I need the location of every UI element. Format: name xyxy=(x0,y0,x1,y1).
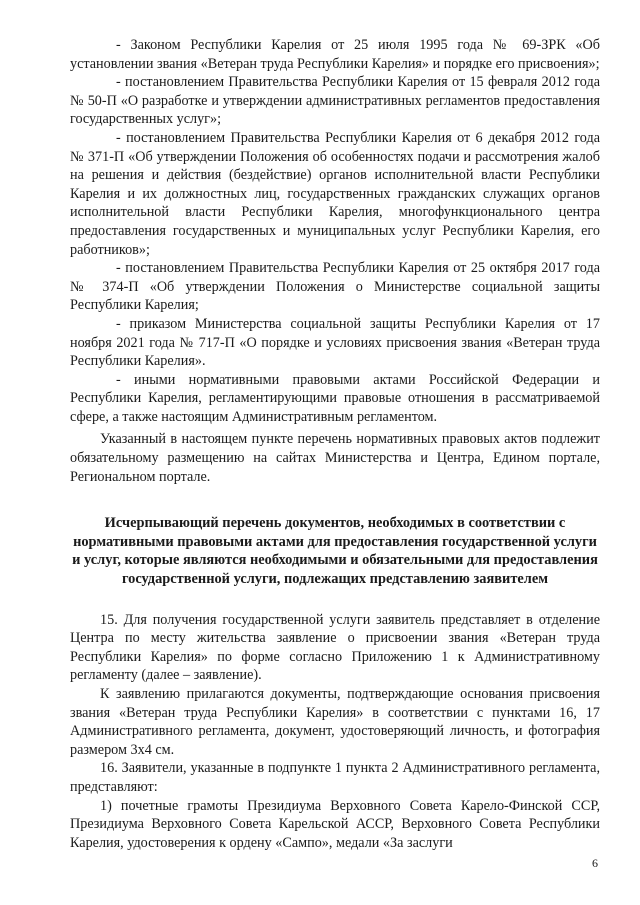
list-item-law-69-zrk: - Законом Республики Карелия от 25 июля 1995 года № 69-ЗРК «Об установлении звания «Ветеран труда Республики Карелия» и порядке его присвоения»; xyxy=(70,37,600,72)
list-item-resolution-50-p: - постановлением Правительства Республики Карелия от 15 февраля 2012 года № 50-П «О разработке и утверждении административных регламентов предоставления государственных услуг»; xyxy=(70,74,600,128)
section-heading: Исчерпывающий перечень документов, необходимых в соответствии с нормативными правовыми актами для предоставления государственной услуги и услуг, которые являются необходимыми и обязательными для предоставления государственной услуги, подлежащих представлению заявителем xyxy=(72,515,598,588)
paragraph-publication-note: Указанный в настоящем пункте перечень нормативных правовых актов подлежит обязательному размещению на сайтах Министерства и Центра, Едином портале, Региональном портале. xyxy=(70,431,600,485)
paragraph-item-15: 15. Для получения государственной услуги заявитель представляет в отделение Центра по месту жительства заявление о присвоении звания «Ветеран труда Республики Карелия» по форме согласно Приложению 1 к Административному регламенту (далее – заявление). xyxy=(70,611,600,684)
page-number: 6 xyxy=(592,856,598,870)
list-item-order-717-p: - приказом Министерства социальной защиты Республики Карелия от 17 ноября 2021 года № 717-П «О порядке и условиях присвоения звания «Ветеран труда Республики Карелия». xyxy=(70,315,600,370)
paragraph-item-16: 16. Заявители, указанные в подпункте 1 пункта 2 Административного регламента, представляют: xyxy=(70,760,600,795)
list-item-resolution-374-p: - постановлением Правительства Республики Карелия от 25 октября 2017 года № 374-П «Об утверждении Положения о Министерстве социальной защиты Республики Карелия; xyxy=(70,260,600,314)
list-item-resolution-371-p: - постановлением Правительства Республики Карелия от 6 декабря 2012 года № 371-П «Об утверждении Положения об особенностях подачи и рассмотрения жалоб на решения и действия (бездействие) органов исполнительной власти Республики Карелия и их должностных лиц, государственных гражданских служащих органов исполнительной власти Республики Карелия, многофункционального центра предоставления государственных и муниципальных услуг Республики Карелия, его работников»; xyxy=(70,129,600,258)
paragraph-attachments: К заявлению прилагаются документы, подтверждающие основания присвоения звания «Ветеран труда Республики Карелия» в соответствии с пунктами 16, 17 Административного регламента, документ, удостоверяющий личность, и фотография размером 3х4 см. xyxy=(70,686,600,758)
list-item-other-acts: - иными нормативными правовыми актами Российской Федерации и Республики Карелия, регламентирующими правовые отношения в рассматриваемой сфере, а также настоящим Административным регламентом. xyxy=(70,371,600,425)
paragraph-subitem-1: 1) почетные грамоты Президиума Верховного Совета Карело-Финской ССР, Президиума Верховного Совета Карельской АССР, Верховного Совета Республики Карелия, удостоверения к ордену «Сампо», медали «За заслуги xyxy=(70,797,600,851)
